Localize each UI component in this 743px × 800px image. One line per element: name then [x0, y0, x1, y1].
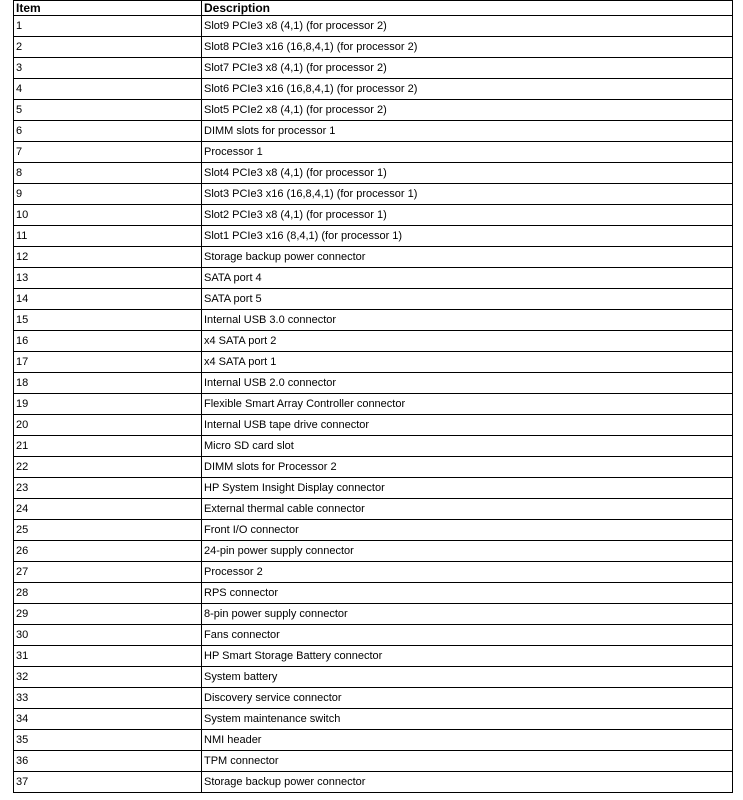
description-cell: 8-pin power supply connector: [202, 604, 733, 625]
item-number-cell: 14: [14, 289, 202, 310]
description-cell: External thermal cable connector: [202, 499, 733, 520]
item-number-cell: 34: [14, 709, 202, 730]
description-cell: System battery: [202, 667, 733, 688]
table-row: [14, 205, 733, 226]
table-row: [14, 772, 733, 793]
table-row: [14, 226, 733, 247]
table-row: [14, 415, 733, 436]
item-number-cell: 6: [14, 121, 202, 142]
item-number-cell: 4: [14, 79, 202, 100]
table-row: [14, 247, 733, 268]
component-table-container: [13, 0, 732, 793]
table-row: [14, 331, 733, 352]
description-cell: TPM connector: [202, 751, 733, 772]
item-number-cell: 31: [14, 646, 202, 667]
table-row: [14, 562, 733, 583]
item-number-cell: 16: [14, 331, 202, 352]
description-cell: Slot3 PCIe3 x16 (16,8,4,1) (for processor 1): [202, 184, 733, 205]
table-row: [14, 163, 733, 184]
description-cell: HP Smart Storage Battery connector: [202, 646, 733, 667]
description-cell: 24-pin power supply connector: [202, 541, 733, 562]
table-row: [14, 394, 733, 415]
description-cell: Slot9 PCIe3 x8 (4,1) (for processor 2): [202, 16, 733, 37]
table-row: [14, 646, 733, 667]
description-cell: Slot7 PCIe3 x8 (4,1) (for processor 2): [202, 58, 733, 79]
item-number-cell: 9: [14, 184, 202, 205]
table-row: [14, 373, 733, 394]
item-number-cell: 7: [14, 142, 202, 163]
description-cell: Slot4 PCIe3 x8 (4,1) (for processor 1): [202, 163, 733, 184]
item-number-cell: 36: [14, 751, 202, 772]
table-row: [14, 79, 733, 100]
description-cell: Internal USB tape drive connector: [202, 415, 733, 436]
description-cell: Flexible Smart Array Controller connector: [202, 394, 733, 415]
description-cell: Slot2 PCIe3 x8 (4,1) (for processor 1): [202, 205, 733, 226]
item-number-cell: 26: [14, 541, 202, 562]
item-number-cell: 21: [14, 436, 202, 457]
description-cell: DIMM slots for processor 1: [202, 121, 733, 142]
description-cell: SATA port 5: [202, 289, 733, 310]
table-row: [14, 604, 733, 625]
component-table: [13, 0, 733, 793]
description-cell: HP System Insight Display connector: [202, 478, 733, 499]
description-cell: SATA port 4: [202, 268, 733, 289]
description-cell: Micro SD card slot: [202, 436, 733, 457]
table-row: [14, 667, 733, 688]
description-cell: Front I/O connector: [202, 520, 733, 541]
description-cell: x4 SATA port 2: [202, 331, 733, 352]
header-row: [14, 1, 733, 16]
description-cell: RPS connector: [202, 583, 733, 604]
item-number-cell: 18: [14, 373, 202, 394]
table-row: [14, 688, 733, 709]
table-row: [14, 268, 733, 289]
table-row: [14, 478, 733, 499]
item-number-cell: 13: [14, 268, 202, 289]
header-item: Item: [14, 1, 202, 16]
description-cell: Slot5 PCIe2 x8 (4,1) (for processor 2): [202, 100, 733, 121]
description-cell: Slot1 PCIe3 x16 (8,4,1) (for processor 1): [202, 226, 733, 247]
item-number-cell: 12: [14, 247, 202, 268]
description-cell: Fans connector: [202, 625, 733, 646]
description-cell: Internal USB 3.0 connector: [202, 310, 733, 331]
description-cell: DIMM slots for Processor 2: [202, 457, 733, 478]
item-number-cell: 19: [14, 394, 202, 415]
table-row: [14, 16, 733, 37]
description-cell: x4 SATA port 1: [202, 352, 733, 373]
table-row: [14, 184, 733, 205]
table-row: [14, 142, 733, 163]
item-number-cell: 27: [14, 562, 202, 583]
item-number-cell: 10: [14, 205, 202, 226]
table-row: [14, 709, 733, 730]
table-row: [14, 751, 733, 772]
header-description: Description: [202, 1, 733, 16]
description-cell: Discovery service connector: [202, 688, 733, 709]
item-number-cell: 2: [14, 37, 202, 58]
item-number-cell: 5: [14, 100, 202, 121]
item-number-cell: 3: [14, 58, 202, 79]
item-number-cell: 35: [14, 730, 202, 751]
table-row: [14, 37, 733, 58]
table-row: [14, 121, 733, 142]
description-cell: System maintenance switch: [202, 709, 733, 730]
description-cell: Storage backup power connector: [202, 247, 733, 268]
item-number-cell: 1: [14, 16, 202, 37]
table-row: [14, 520, 733, 541]
item-number-cell: 32: [14, 667, 202, 688]
description-cell: Slot8 PCIe3 x16 (16,8,4,1) (for processor 2): [202, 37, 733, 58]
table-row: [14, 625, 733, 646]
table-row: [14, 457, 733, 478]
description-cell: Processor 2: [202, 562, 733, 583]
table-row: [14, 289, 733, 310]
description-cell: Processor 1: [202, 142, 733, 163]
table-row: [14, 310, 733, 331]
table-row: [14, 541, 733, 562]
item-number-cell: 11: [14, 226, 202, 247]
item-number-cell: 15: [14, 310, 202, 331]
table-body: [14, 16, 733, 793]
item-number-cell: 30: [14, 625, 202, 646]
table-row: [14, 352, 733, 373]
item-number-cell: 28: [14, 583, 202, 604]
table-row: [14, 436, 733, 457]
item-number-cell: 29: [14, 604, 202, 625]
description-cell: Slot6 PCIe3 x16 (16,8,4,1) (for processor 2): [202, 79, 733, 100]
item-number-cell: 17: [14, 352, 202, 373]
table-row: [14, 583, 733, 604]
item-number-cell: 33: [14, 688, 202, 709]
item-number-cell: 8: [14, 163, 202, 184]
item-number-cell: 22: [14, 457, 202, 478]
table-row: [14, 58, 733, 79]
table-row: [14, 100, 733, 121]
table-header: [14, 1, 733, 16]
description-cell: NMI header: [202, 730, 733, 751]
table-row: [14, 730, 733, 751]
item-number-cell: 37: [14, 772, 202, 793]
item-number-cell: 25: [14, 520, 202, 541]
item-number-cell: 24: [14, 499, 202, 520]
item-number-cell: 20: [14, 415, 202, 436]
description-cell: Storage backup power connector: [202, 772, 733, 793]
item-number-cell: 23: [14, 478, 202, 499]
description-cell: Internal USB 2.0 connector: [202, 373, 733, 394]
table-row: [14, 499, 733, 520]
